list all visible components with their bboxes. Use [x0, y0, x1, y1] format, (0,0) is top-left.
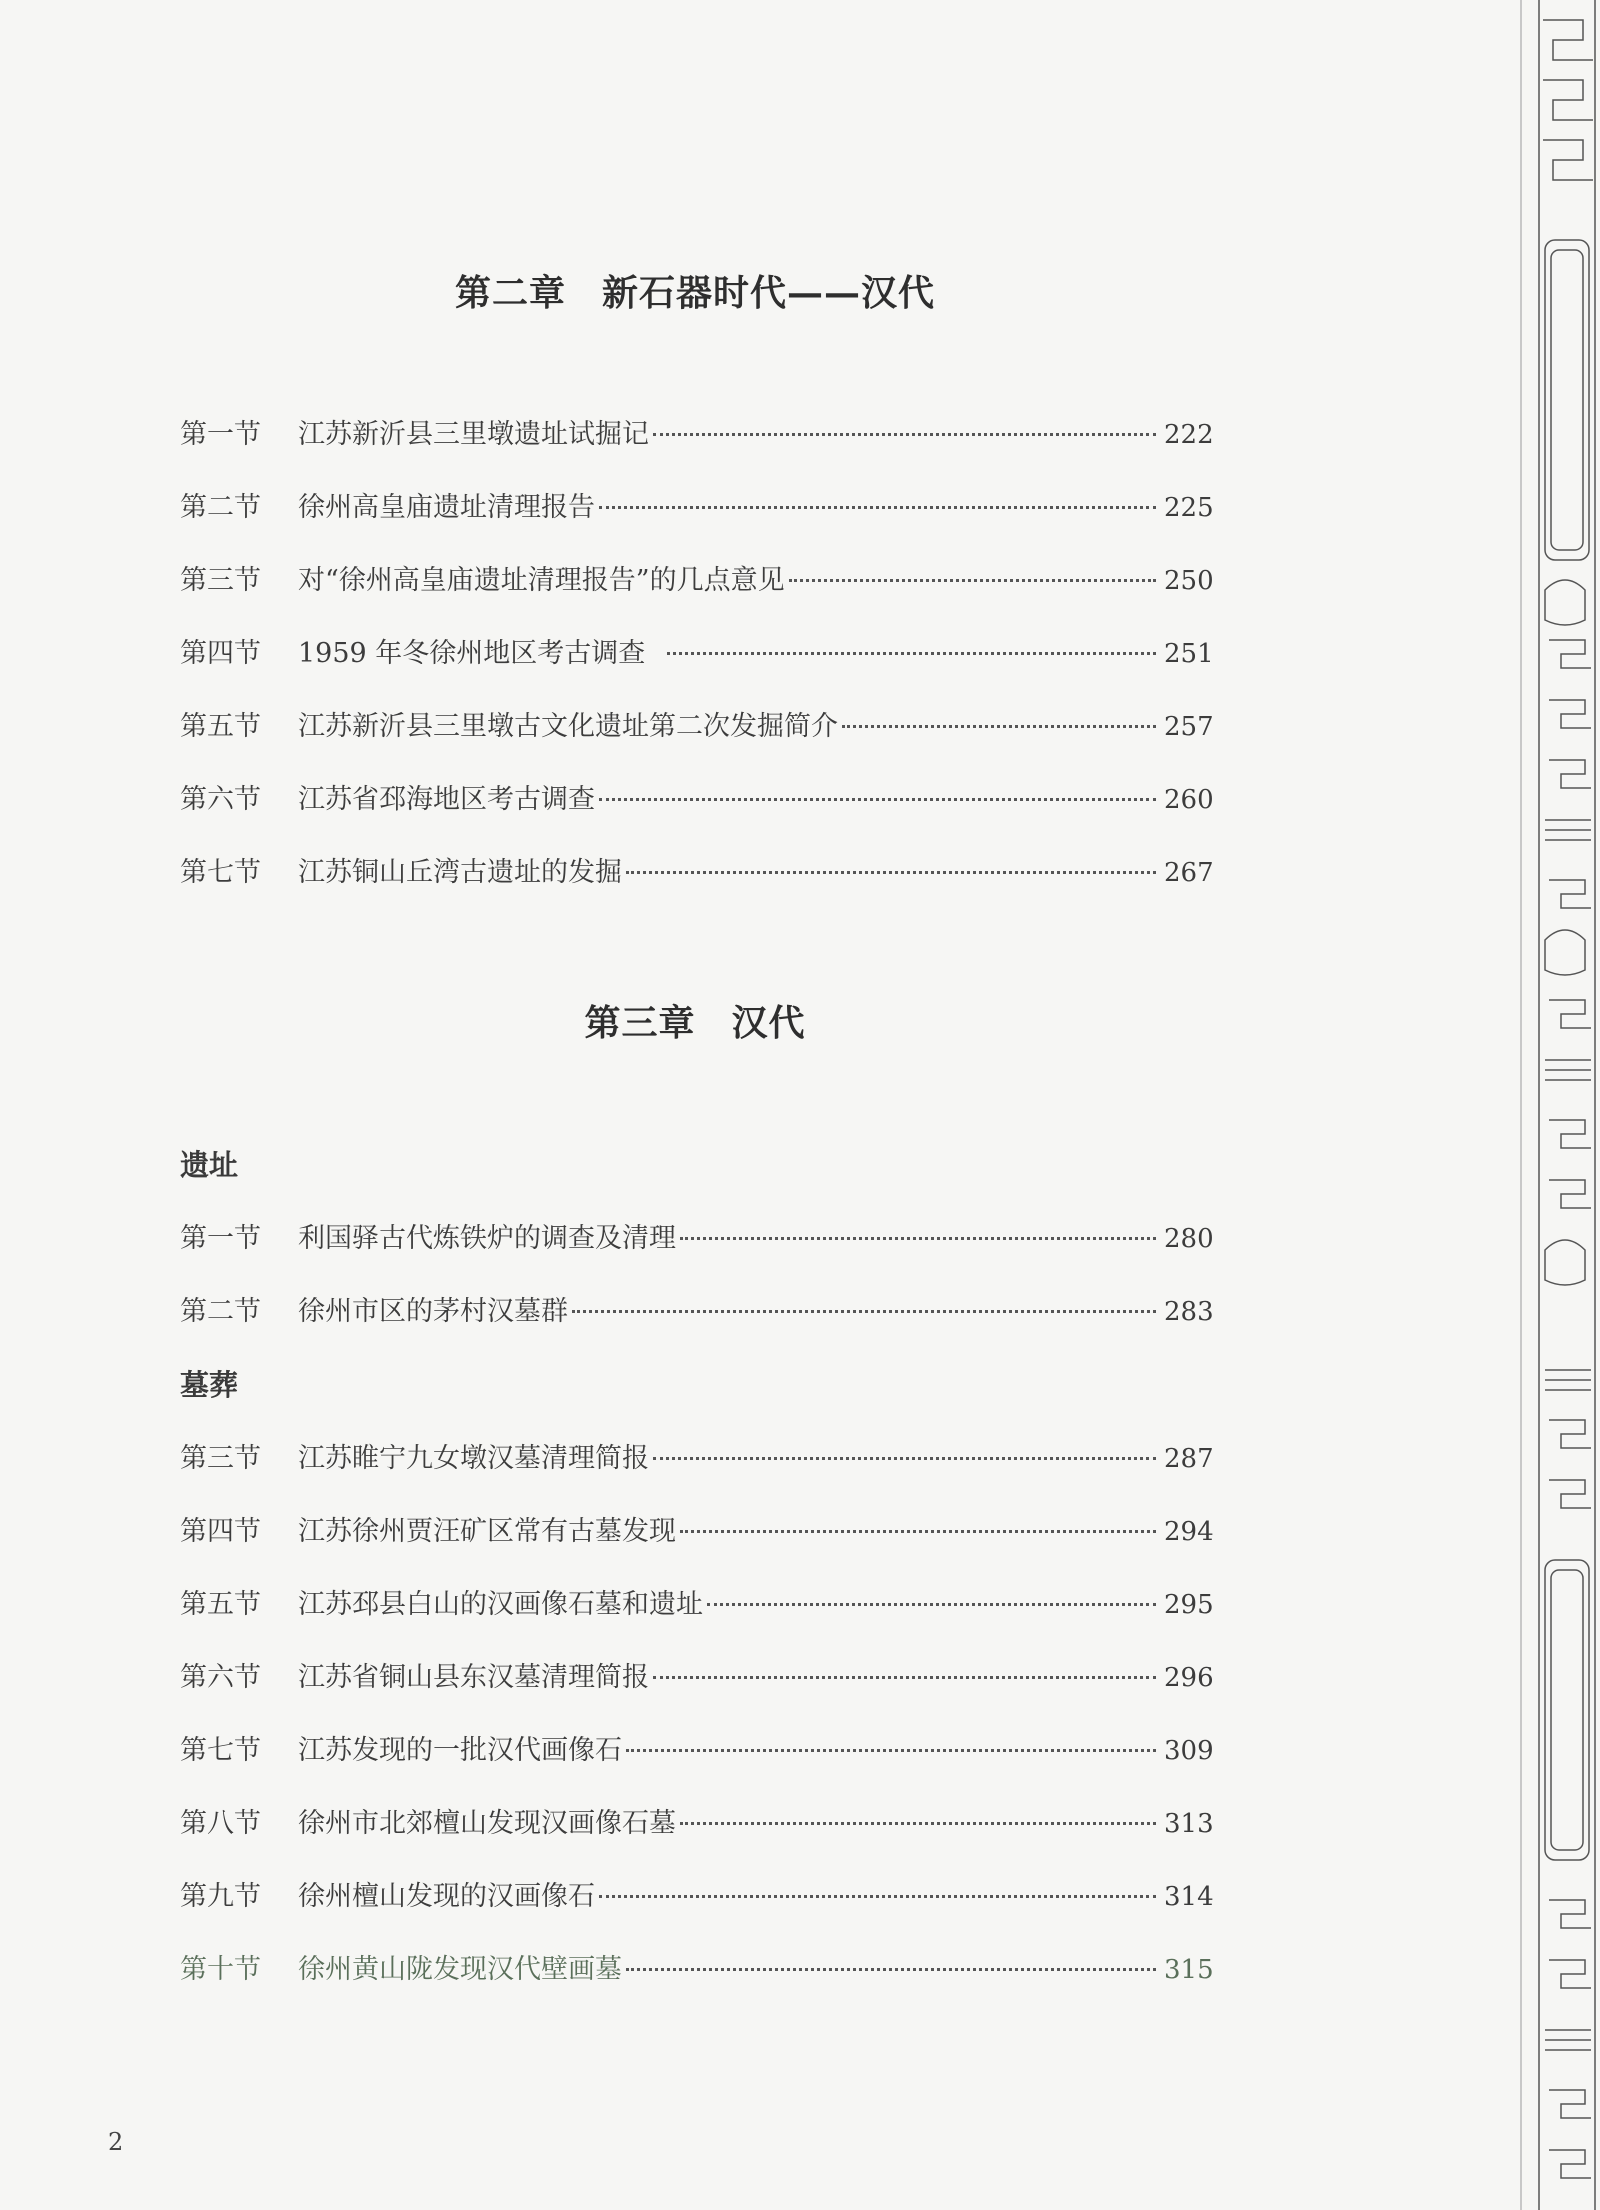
- page-ref: 313: [1164, 1809, 1214, 1839]
- entry-title: 江苏铜山丘湾古遗址的发掘: [298, 857, 622, 888]
- toc-entry-2-3[interactable]: [180, 558, 1214, 598]
- page-ref: 250: [1164, 566, 1214, 596]
- page-ref: 260: [1164, 785, 1214, 815]
- chapter-3-name: 汉代: [731, 1002, 806, 1044]
- toc-entry-3-9[interactable]: [180, 1874, 1214, 1914]
- section-label: 第五节: [180, 711, 261, 742]
- section-label: 第一节: [180, 419, 261, 450]
- dot-leader: [626, 1968, 1156, 1971]
- page-number: 2: [108, 2128, 124, 2156]
- section-label: 第二节: [180, 492, 261, 523]
- toc-entry-3-2[interactable]: [180, 1289, 1214, 1329]
- page-ref: 283: [1164, 1297, 1214, 1327]
- page-ref: 225: [1164, 493, 1214, 523]
- dot-leader: [667, 652, 1156, 655]
- dot-leader: [653, 1457, 1156, 1460]
- entry-title: 利国驿古代炼铁炉的调查及清理: [298, 1223, 676, 1254]
- dot-leader: [626, 871, 1156, 874]
- page-ref: 294: [1164, 1517, 1214, 1547]
- entry-title: 1959 年冬徐州地区考古调查: [298, 638, 646, 669]
- entry-title: 江苏新沂县三里墩遗址试掘记: [298, 419, 649, 450]
- chapter-3-label: 第三章: [584, 1002, 696, 1044]
- dot-leader: [680, 1822, 1156, 1825]
- chapter-2-label: 第二章: [454, 272, 566, 314]
- section-label: 第一节: [180, 1223, 261, 1254]
- section-label: 第五节: [180, 1589, 261, 1620]
- dot-leader: [842, 725, 1156, 728]
- section-label: 第三节: [180, 1443, 261, 1474]
- entry-title: 江苏省铜山县东汉墓清理简报: [298, 1662, 649, 1693]
- entry-title: 江苏新沂县三里墩古文化遗址第二次发掘简介: [298, 711, 838, 742]
- toc-entry-2-5[interactable]: [180, 704, 1214, 744]
- section-label: 第九节: [180, 1881, 261, 1912]
- entry-title: 徐州市北郊檀山发现汉画像石墓: [298, 1808, 676, 1839]
- toc-entry-3-10[interactable]: [180, 1947, 1214, 1987]
- margin-rule: [1520, 0, 1522, 2210]
- dot-leader: [789, 579, 1156, 582]
- page-ref: 314: [1164, 1882, 1214, 1912]
- entry-title: 徐州高皇庙遗址清理报告: [298, 492, 595, 523]
- chapter-2-name: 新石器时代——汉代: [602, 272, 936, 314]
- chapter-3-title: [0, 995, 1390, 1046]
- toc-entry-2-6[interactable]: [180, 777, 1214, 817]
- toc-entry-3-8[interactable]: [180, 1801, 1214, 1841]
- toc-entry-3-7[interactable]: [180, 1728, 1214, 1768]
- dot-leader: [707, 1603, 1156, 1606]
- section-label: 第四节: [180, 638, 261, 669]
- toc-entry-3-6[interactable]: [180, 1655, 1214, 1695]
- page-ref: 287: [1164, 1444, 1214, 1474]
- toc-entry-2-1[interactable]: [180, 412, 1214, 452]
- entry-title: 江苏徐州贾汪矿区常有古墓发现: [298, 1516, 676, 1547]
- section-label: 第六节: [180, 784, 261, 815]
- section-label: 第七节: [180, 1735, 261, 1766]
- group-heading-tombs: 墓葬: [180, 1368, 239, 1402]
- page-ref: 296: [1164, 1663, 1214, 1693]
- dot-leader: [599, 506, 1156, 509]
- dot-leader: [626, 1749, 1156, 1752]
- page-ref: 280: [1164, 1224, 1214, 1254]
- chapter-2-title: [0, 265, 1390, 316]
- group-heading-sites: 遗址: [180, 1148, 239, 1182]
- page-ref: 309: [1164, 1736, 1214, 1766]
- dot-leader: [680, 1530, 1156, 1533]
- page-ref: 251: [1164, 639, 1214, 669]
- entry-title: 对“徐州高皇庙遗址清理报告”的几点意见: [298, 565, 785, 596]
- page-ref: 267: [1164, 858, 1214, 888]
- dot-leader: [599, 1895, 1156, 1898]
- page-ref: 315: [1164, 1955, 1214, 1985]
- entry-title: 徐州黄山陇发现汉代壁画墓: [298, 1954, 622, 1985]
- entry-title: 江苏邳县白山的汉画像石墓和遗址: [298, 1589, 703, 1620]
- page-ref: 222: [1164, 420, 1214, 450]
- entry-title: 江苏睢宁九女墩汉墓清理简报: [298, 1443, 649, 1474]
- toc-entry-2-7[interactable]: [180, 850, 1214, 890]
- toc-entry-3-3[interactable]: [180, 1436, 1214, 1476]
- section-label: 第八节: [180, 1808, 261, 1839]
- dot-leader: [653, 1676, 1156, 1679]
- page-ref: 257: [1164, 712, 1214, 742]
- dot-leader: [680, 1237, 1156, 1240]
- page-ref: 295: [1164, 1590, 1214, 1620]
- toc-entry-2-4[interactable]: [180, 631, 1214, 671]
- entry-title: 江苏发现的一批汉代画像石: [298, 1735, 622, 1766]
- toc-entry-3-1[interactable]: [180, 1216, 1214, 1256]
- dot-leader: [599, 798, 1156, 801]
- section-label: 第七节: [180, 857, 261, 888]
- meander-border-ornament: [1535, 0, 1600, 2210]
- entry-title: 江苏省邳海地区考古调查: [298, 784, 595, 815]
- dot-leader: [653, 433, 1156, 436]
- entry-title: 徐州市区的茅村汉墓群: [298, 1296, 568, 1327]
- entry-title: 徐州檀山发现的汉画像石: [298, 1881, 595, 1912]
- toc-entry-3-5[interactable]: [180, 1582, 1214, 1622]
- toc-entry-2-2[interactable]: [180, 485, 1214, 525]
- dot-leader: [572, 1310, 1156, 1313]
- toc-entry-3-4[interactable]: [180, 1509, 1214, 1549]
- section-label: 第十节: [180, 1954, 261, 1985]
- section-label: 第四节: [180, 1516, 261, 1547]
- section-label: 第六节: [180, 1662, 261, 1693]
- section-label: 第三节: [180, 565, 261, 596]
- section-label: 第二节: [180, 1296, 261, 1327]
